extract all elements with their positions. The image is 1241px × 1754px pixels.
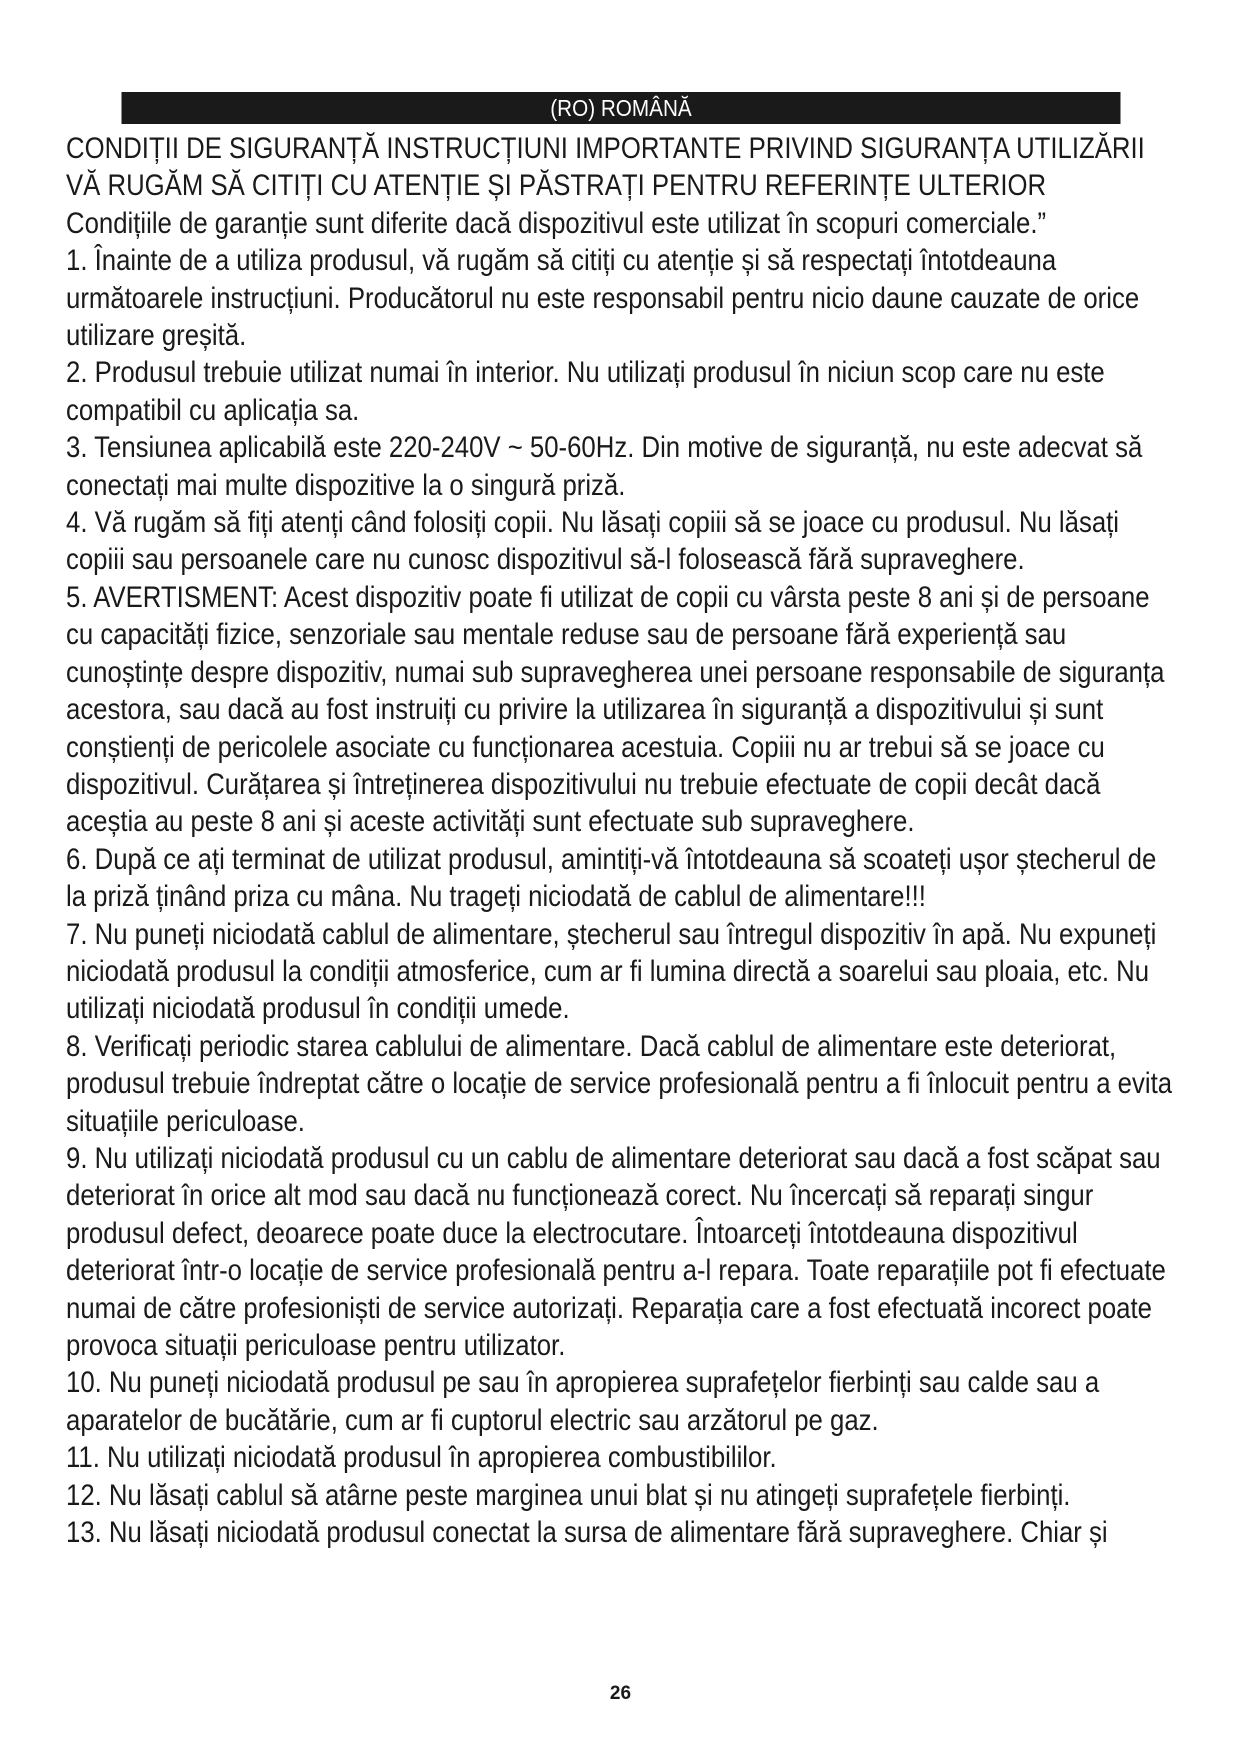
instruction-item-5: 5. AVERTISMENT: Acest dispozitiv poate fi utilizat de copii cu vârsta peste 8 ani și de persoane cu capacități fizice, senzoriale sau mentale reduse sau de persoane fără experiență sau cunoștințe despre dispozitiv, numai sub supravegherea unei persoane responsabile de siguranța acestora, sau dacă au fost instruiți cu privire la utilizarea în siguranță a dispozitivului și sunt conștienți de pericolele asociate cu funcționarea acestuia. Copiii nu ar trebui să se joace cu dispozitivul. Curățarea și întreținerea dispozitivului nu trebuie efectuate de copii decât dacă aceștia au peste 8 ani și aceste activități sunt efectuate sub supraveghere.	[66, 580, 1165, 839]
instruction-item-2: 2. Produsul trebuie utilizat numai în interior. Nu utilizați produsul în niciun scop care nu este compatibil cu aplicația sa.	[66, 356, 1105, 427]
safety-instructions	[66, 130, 1176, 1551]
instruction-item-11: 11. Nu utilizați niciodată produsul în apropierea combustibililor.	[66, 1441, 777, 1475]
instruction-item-4: 4. Vă rugăm să fiți atenți când folosiți copii. Nu lăsați copiii să se joace cu produsul. Nu lăsați copiii sau persoanele care nu cunosc dispozitivul să-l folosească fără supraveghere.	[66, 506, 1120, 577]
language-header-bar: (RO) ROMÂNĂ	[122, 92, 1121, 124]
manual-page	[66, 92, 1176, 1551]
instruction-item-1: 1. Înainte de a utiliza produsul, vă rugăm să citiți cu atenție și să respectați întotdeauna următoarele instrucțiuni. Producătorul nu este responsabil pentru nicio daune cauzate de orice utilizare greșită.	[66, 244, 1140, 353]
instruction-item-7: 7. Nu puneți niciodată cablul de alimentare, ștecherul sau întregul dispozitiv în apă. Nu expuneți niciodată produsul la condiții atmosferice, cum ar fi lumina directă a soarelui sau ploaia, etc. Nu utilizați niciodată produsul în condiții umede.	[66, 917, 1157, 1026]
instruction-item-6: 6. După ce ați terminat de utilizat produsul, amintiți-vă întotdeauna să scoateți ușor ștecherul de la priză ținând priza cu mâna. Nu trageți niciodată de cablul de alimentare!!!	[66, 842, 1157, 914]
instruction-item-3: 3. Tensiunea aplicabilă este 220-240V ~ 50-60Hz. Din motive de siguranță, nu este adecvat să conectați mai multe dispozitive la o singură priză.	[66, 431, 1143, 502]
instruction-item-8: 8. Verificați periodic starea cablului de alimentare. Dacă cablul de alimentare este deteriorat, produsul trebuie îndreptat către o locație de service profesională pentru a fi înlocuit pentru a evita situațiile periculoase.	[66, 1029, 1173, 1138]
instruction-item-12: 12. Nu lăsați cablul să atârne peste marginea unui blat și nu atingeți suprafețele fierbinți.	[66, 1478, 1071, 1512]
section-title: CONDIȚII DE SIGURANȚĂ INSTRUCȚIUNI IMPORTANTE PRIVIND SIGURANȚA UTILIZĂRII VĂ RUGĂM SĂ CITIȚI CU ATENȚIE ȘI PĂSTRAȚI PENTRU REFERINȚE ULTERIOR	[66, 132, 1145, 203]
warranty-note: Condițiile de garanție sunt diferite dacă dispozitivul este utilizat în scopuri comerciale.”	[66, 206, 1047, 240]
instruction-item-9: 9. Nu utilizați niciodată produsul cu un cablu de alimentare deteriorat sau dacă a fost scăpat sau deteriorat în orice alt mod sau dacă nu funcționează corect. Nu încercați să reparați singur produsul defect, deoarece poate duce la electrocutare. Întoarceți întotdeauna dispozitivul deteriorat într-o locație de service profesională pentru a-l repara. Toate reparațiile pot fi efectuate numai de către profesioniști de service autorizați. Reparația care a fost efectuată incorect poate provoca situații periculoase pentru utilizator.	[66, 1141, 1166, 1362]
page-number: 26	[609, 1683, 632, 1704]
instruction-item-10: 10. Nu puneți niciodată produsul pe sau în apropierea suprafețelor fierbinți sau calde sau a aparatelor de bucătărie, cum ar fi cuptorul electric sau arzătorul pe gaz.	[66, 1366, 1100, 1437]
instruction-item-13: 13. Nu lăsați niciodată produsul conectat la sursa de alimentare fără supraveghere. Chiar și	[66, 1516, 1108, 1550]
